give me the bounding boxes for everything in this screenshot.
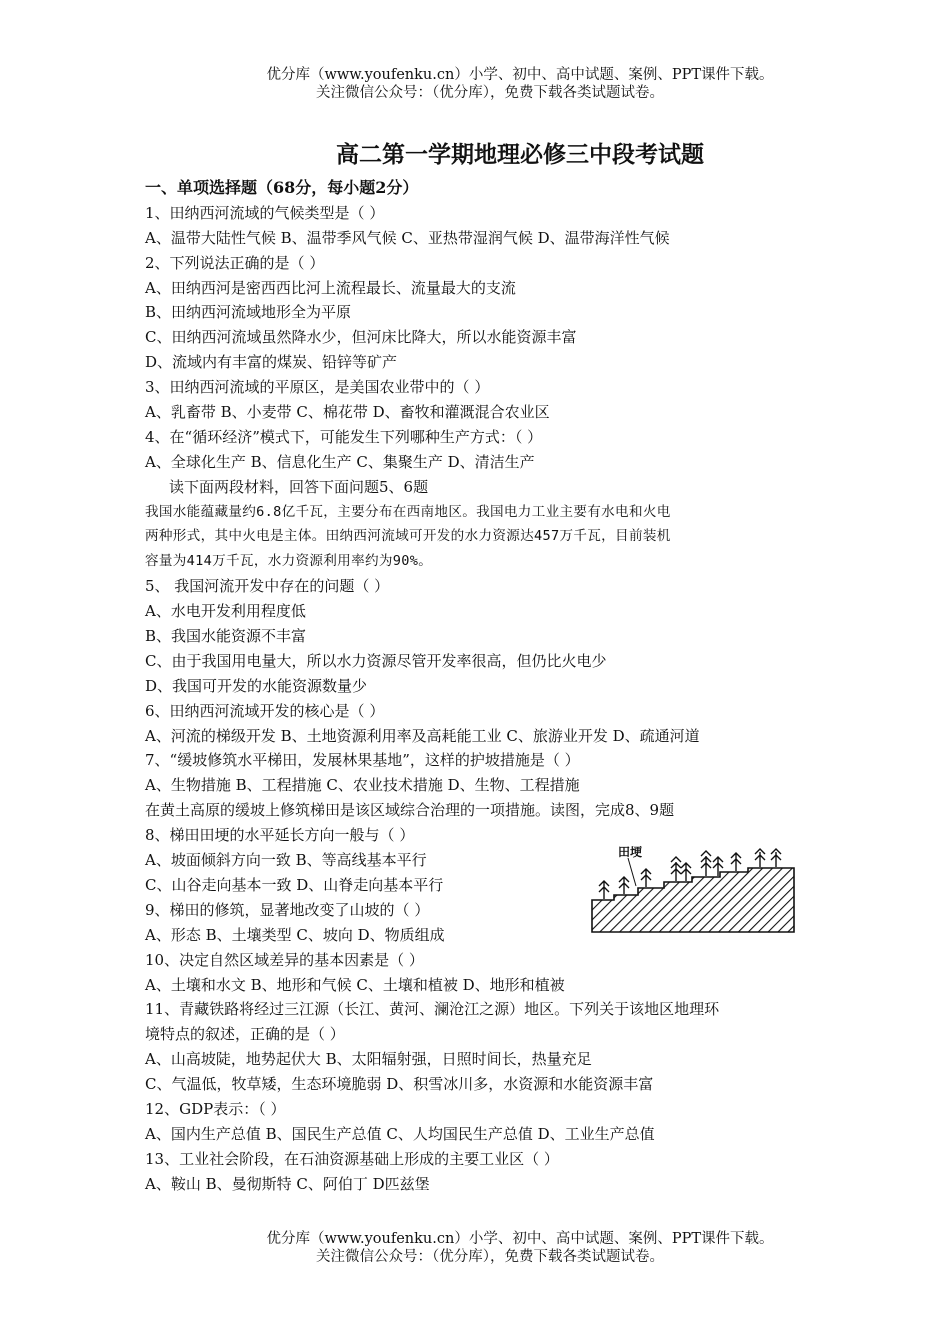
answer-option: A、田纳西河是密西西比河上流程最长、流量最大的支流 [145, 278, 516, 297]
answer-options: A、生物措施 B、工程措施 C、农业技术措施 D、生物、工程措施 [145, 776, 580, 795]
answer-option: D、流域内有丰富的煤炭、铅锌等矿产 [145, 353, 398, 372]
page-header [0, 66, 950, 102]
answer-options: A、国内生产总值 B、国民生产总值 C、人均国民生产总值 D、工业生产总值 [145, 1124, 655, 1143]
answer-options: C、山谷走向基本一致 D、山脊走向基本平行 [145, 875, 444, 894]
question-text: 8、梯田田埂的水平延长方向一般与（ ） [145, 826, 415, 845]
answer-options: A、温带大陆性气候 B、温带季风气候 C、亚热带湿润气候 D、温带海洋性气候 [145, 228, 670, 247]
header-line-1: 优分库（www.youfenku.cn）小学、初中、高中试题、案例、PPT课件下载。 [266, 67, 774, 83]
question-text: 10、决定自然区域差异的基本因素是（ ） [145, 950, 424, 969]
answer-option: B、我国水能资源不丰富 [145, 627, 307, 646]
footer-line-2: 关注微信公众号：（优分库），免费下载各类试题试卷。 [316, 1249, 664, 1265]
question-text: 11、青藏铁路将经过三江源（长江、黄河、澜沧江之源）地区。下列关于该地区地理环 [145, 1000, 720, 1019]
header-line-2: 关注微信公众号：（优分库），免费下载各类试题试卷。 [316, 85, 664, 101]
section-heading: 一、单项选择题（68分，每小题2分） [145, 178, 419, 197]
question-body [145, 176, 805, 1197]
question-text: 12、GDP表示：（ ） [145, 1099, 286, 1118]
answer-options: A、河流的梯级开发 B、土地资源利用率及高耗能工业 C、旅游业开发 D、疏通河道 [145, 726, 700, 745]
terrace-ground [592, 868, 794, 932]
answer-options: A、形态 B、土壤类型 C、坡向 D、物质组成 [145, 925, 445, 944]
question-text: 6、田纳西河流域开发的核心是（ ） [145, 701, 385, 720]
question-text: 境特点的叙述，正确的是（ ） [145, 1025, 345, 1044]
answer-option: C、由于我国用电量大，所以水力资源尽管开发率很高，但仍比火电少 [145, 651, 607, 670]
answer-options: C、气温低，牧草矮，生态环境脆弱 D、积雪冰川多，水资源和水能资源丰富 [145, 1075, 654, 1094]
terrace-ridge-label: 田埂 [618, 845, 643, 859]
answer-options: A、坡面倾斜方向一致 B、等高线基本平行 [145, 851, 427, 870]
footer-line-1: 优分库（www.youfenku.cn）小学、初中、高中试题、案例、PPT课件下载。 [266, 1231, 774, 1247]
answer-options: A、鞍山 B、曼彻斯特 C、阿伯丁 D匹兹堡 [145, 1174, 430, 1193]
answer-option: A、水电开发利用程度低 [145, 602, 306, 621]
question-text: 7、“缓坡修筑水平梯田，发展林果基地”，这样的护坡措施是（ ） [145, 751, 580, 770]
question-text: 9、梯田的修筑，显著地改变了山坡的（ ） [145, 900, 430, 919]
question-text: 1、田纳西河流域的气候类型是（ ） [145, 203, 385, 222]
terrace-diagram [590, 842, 796, 934]
reading-instruction: 读下面两段材料，回答下面问题5、6题 [169, 477, 429, 496]
page-title: 高二第一学期地理必修三中段考试题 [336, 141, 704, 168]
question-text: 5、 我国河流开发中存在的问题（ ） [145, 577, 390, 596]
page-footer [0, 1230, 950, 1266]
answer-options: A、乳畜带 B、小麦带 C、棉花带 D、畜牧和灌溉混合农业区 [145, 403, 550, 422]
question-text: 2、下列说法正确的是（ ） [145, 253, 325, 272]
question-text: 13、工业社会阶段，在石油资源基础上形成的主要工业区（ ） [145, 1149, 559, 1168]
question-text: 4、在“循环经济”模式下，可能发生下列哪种生产方式：（ ） [145, 427, 543, 446]
answer-option: B、田纳西河流域地形全为平原 [145, 303, 352, 322]
reading-material: 我国水能蕴藏量约6.8亿千瓦，主要分布在西南地区。我国电力工业主要有水电和火电 [145, 503, 671, 520]
answer-option: C、田纳西河流域虽然降水少，但河床比降大，所以水能资源丰富 [145, 328, 577, 347]
answer-options: A、全球化生产 B、信息化生产 C、集聚生产 D、清洁生产 [145, 452, 535, 471]
reading-material: 容量为414万千瓦，水力资源利用率约为90%。 [145, 553, 433, 570]
question-text: 3、田纳西河流域的平原区，是美国农业带中的（ ） [145, 378, 490, 397]
answer-option: D、我国可开发的水能资源数量少 [145, 676, 368, 695]
answer-options: A、山高坡陡，地势起伏大 B、太阳辐射强，日照时间长，热量充足 [145, 1050, 592, 1069]
reading-material: 两种形式，其中火电是主体。田纳西河流域可开发的水力资源达457万千瓦，目前装机 [145, 528, 671, 545]
answer-options: A、土壤和水文 B、地形和气候 C、土壤和植被 D、地形和植被 [145, 975, 565, 994]
reading-instruction: 在黄土高原的缓坡上修筑梯田是该区域综合治理的一项措施。读图，完成8、9题 [145, 801, 675, 820]
